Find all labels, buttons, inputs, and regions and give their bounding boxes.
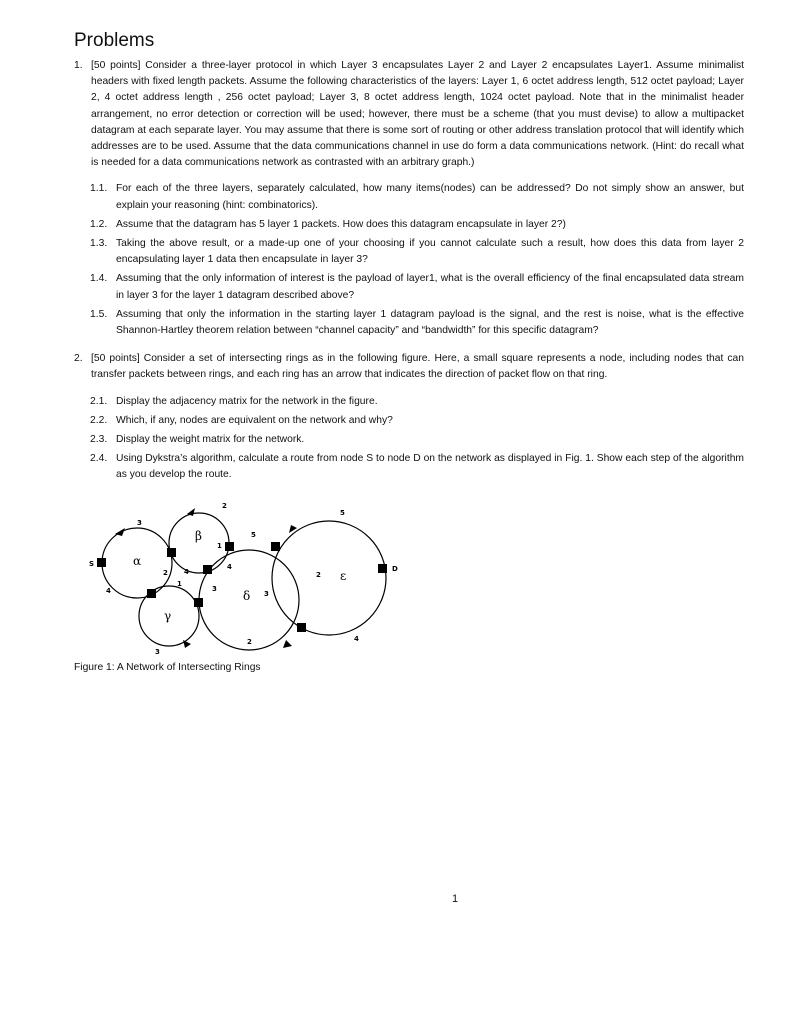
sub-question-text: Assuming that the only information of interest is the payload of layer1, what is the overall efficiency of the final encapsulated data stream in layer 3 for the layer 1 datagram described above? (116, 273, 744, 301)
sub-question-number: 1.5. (90, 308, 108, 320)
weight-label: 2 (316, 570, 321, 579)
weight-label: 4 (184, 567, 189, 576)
node-label-s: S (89, 559, 95, 568)
weight-label: 3 (155, 647, 160, 656)
sub-question-number: 2.1. (90, 395, 108, 407)
sub-question (90, 451, 744, 483)
weight-label: 3 (212, 584, 217, 593)
node (271, 542, 280, 551)
weight-label: 3 (264, 589, 269, 598)
sub-question (90, 236, 744, 268)
question-number: 1. (74, 60, 83, 71)
sub-question-text: Taking the above result, or a made-up one of your choosing if you cannot calculate such a result, how does this data from layer 2 encapsulating layer 1 data then encapsulate in layer 3? (116, 238, 744, 266)
arrow-head-icon (283, 640, 292, 648)
node (297, 623, 306, 632)
page-title: Problems (74, 30, 155, 51)
weight-label: 4 (106, 586, 111, 595)
node (203, 565, 212, 574)
weight-label: 5 (340, 508, 345, 517)
sub-question (90, 217, 744, 233)
node-label-d: D (392, 564, 398, 573)
question-text: [50 points] Consider a three-layer protocol in which Layer 3 encapsulates Layer 2 and Layer 2 encapsulates Layer1. Assume minimalist headers with fixed length packets. Assume the following characteristics of the layers: Layer 1, 6 octet address length, 512 octet payload; Layer 2, 4 octet address length , 256 octet payload; Layer 3, 8 octet address length, 1024 octet payload. Note that in the minimalist header arrangement, no error detection or correction will be used; however, there must be a scheme (that you must devise) to allow a multipacket datagram at each separate layer. You may assume that there is some sort of routing or other address translation protocol that will identify which addresses are to be used. Assume that the data communications channel in use do form a data communications network. (Hint: do recall what is needed for a data communications network as contrasted with an arbitrary graph.) (91, 60, 744, 169)
weight-label: 2 (163, 568, 168, 577)
sub-question-text: Display the weight matrix for the network. (116, 434, 305, 446)
node (147, 589, 156, 598)
content-column (74, 58, 744, 675)
sub-question-text: Which, if any, nodes are equivalent on the network and why? (116, 414, 393, 426)
weight-label: 1 (217, 541, 222, 550)
sub-question (90, 271, 744, 303)
node-s (97, 558, 106, 567)
question-number: 2. (74, 353, 83, 365)
sub-question (90, 413, 744, 429)
weight-label: 2 (222, 501, 227, 510)
ring-label: α (133, 553, 142, 568)
ring-label: β (195, 528, 202, 543)
sub-question-text: Assume that the datagram has 5 layer 1 packets. How does this datagram encapsulate in layer 2?) (116, 218, 566, 230)
weight-label: 4 (227, 562, 232, 571)
sub-question (90, 394, 744, 410)
node (225, 542, 234, 551)
ring-label: δ (243, 588, 251, 603)
sub-question-text: Display the adjacency matrix for the network in the figure. (116, 395, 378, 407)
weight-label: 3 (137, 518, 142, 527)
sub-question-number: 2.3. (90, 434, 108, 446)
ring-network-figure (74, 496, 424, 661)
question-1-subquestions (90, 181, 744, 339)
ring-label: ε (340, 568, 347, 583)
node (194, 598, 203, 607)
weight-label: 5 (251, 530, 256, 539)
weight-label: 1 (177, 579, 182, 588)
sub-question-number: 1.2. (90, 218, 108, 230)
question-2-subquestions (90, 394, 744, 484)
sub-question-number: 1.1. (90, 183, 108, 195)
sub-question-text: Using Dykstra’s algorithm, calculate a route from node S to node D on the network as displayed in Fig. 1. Show each step of the algorithm as you develop the route. (116, 453, 744, 481)
question-text: [50 points] Consider a set of intersecting rings as in the following figure. Here, a small square represents a node, including nodes that can transfer packets between rings, and each ring has an arrow that indicates the direction of packet flow on that ring. (91, 353, 744, 381)
sub-question (90, 307, 744, 339)
sub-question-text: Assuming that only the information in the starting layer 1 datagram payload is the signal, and the rest is noise, what is the effective Shannon-Hartley theorem relation between “channel capacity” and “bandwidth” for this specific datagram? (116, 308, 744, 337)
sub-question (90, 181, 744, 213)
arrow-head-icon (183, 640, 191, 648)
question-1 (74, 58, 744, 171)
weight-label: 4 (354, 634, 359, 643)
sub-question-number: 1.4. (90, 273, 108, 285)
node (167, 548, 176, 557)
ring-label: γ (164, 608, 172, 623)
sub-question-number: 1.3. (90, 238, 108, 250)
question-2 (74, 351, 744, 383)
sub-question-text: For each of the three layers, separately calculated, how many items(nodes) can be addressed? Do not simply show an answer, but explain your reasoning (hint: combinatorics). (116, 183, 744, 211)
ring-epsilon (272, 521, 386, 635)
figure-caption: Figure 1: A Network of Intersecting Rings (74, 661, 261, 673)
sub-question (90, 432, 744, 448)
sub-question-number: 2.4. (90, 453, 108, 465)
page-number: 1 (452, 893, 459, 905)
node-d (378, 564, 387, 573)
weight-label: 2 (247, 637, 252, 646)
sub-question-number: 2.2. (90, 414, 108, 426)
